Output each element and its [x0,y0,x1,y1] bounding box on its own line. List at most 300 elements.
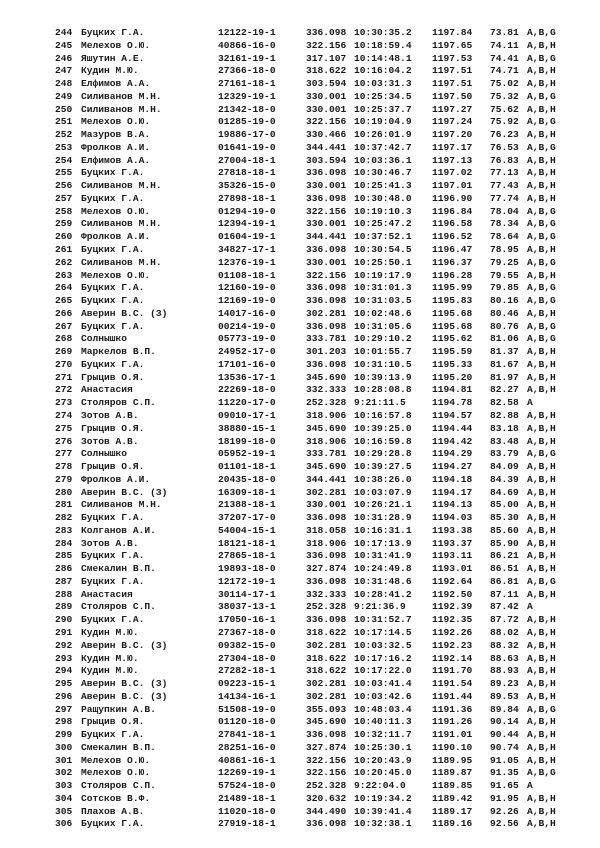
speed-value: 1194.78 [432,397,473,409]
row-number: 303 [55,780,73,792]
percent-value: 81.67 [490,358,519,370]
speed-value: 1192.50 [432,588,473,600]
arrival-time: 10:19:34.2 [354,792,412,804]
percent-value: 85.30 [490,512,519,524]
distance-km: 252.328 [306,601,347,613]
percent-value: 83.79 [490,448,519,460]
distance-km: 336.098 [306,167,347,179]
participant-name: Анастасия [81,384,133,396]
participant-name: Буцких Г.А. [81,320,145,332]
speed-value: 1194.27 [432,461,473,473]
ring-id: 27367-18-0 [218,626,276,638]
distance-km: 344.441 [306,231,347,243]
speed-value: 1192.35 [432,614,473,626]
participant-name: Силиванов М.Н. [81,90,162,102]
percent-value: 79.25 [490,256,519,268]
distance-km: 344.490 [306,805,347,817]
row-number: 262 [55,256,73,268]
distance-km: 318.622 [306,626,347,638]
speed-value: 1195.83 [432,295,473,307]
participant-name: Буцких Г.А. [81,244,145,256]
arrival-time: 10:31:28.9 [354,512,412,524]
arrival-time: 10:26:01.9 [354,129,412,141]
participant-name: Анастасия [81,588,133,600]
row-number: 251 [55,116,73,128]
arrival-time: 10:16:57.8 [354,409,412,421]
ring-id: 12394-19-1 [218,218,276,230]
participant-name: Силиванов М.Н. [81,103,162,115]
row-number: 245 [55,39,73,51]
participant-name: Аверин В.С. (З) [81,690,168,702]
distance-km: 330.001 [306,90,347,102]
participant-name: Столяров С.П. [81,397,156,409]
ring-id: 01108-18-1 [218,269,276,281]
distance-km: 336.098 [306,192,347,204]
speed-value: 1196.84 [432,205,473,217]
row-number: 281 [55,499,73,511]
category-flags: A,B,H [527,512,556,524]
arrival-time: 10:31:10.5 [354,358,412,370]
arrival-time: 9:21:11.5 [354,397,406,409]
speed-value: 1191.01 [432,729,473,741]
ring-id: 27818-18-1 [218,167,276,179]
row-number: 280 [55,486,73,498]
participant-name: Мелехов О.Ю. [81,39,151,51]
distance-km: 302.281 [306,690,347,702]
category-flags: A,B,H [527,103,556,115]
percent-value: 75.92 [490,116,519,128]
participant-name: Зотов А.В. [81,537,139,549]
ring-id: 00214-19-0 [218,320,276,332]
row-number: 299 [55,729,73,741]
ring-id: 27841-18-1 [218,729,276,741]
category-flags: A,B,G [527,231,556,243]
category-flags: A,B,H [527,550,556,562]
percent-value: 84.39 [490,473,519,485]
ring-id: 05773-19-0 [218,333,276,345]
percent-value: 89.84 [490,703,519,715]
participant-name: Елфимов А.А. [81,78,151,90]
participant-name: Буцких Г.А. [81,512,145,524]
row-number: 288 [55,588,73,600]
distance-km: 344.441 [306,141,347,153]
category-flags: A,B,H [527,473,556,485]
row-number: 276 [55,435,73,447]
row-number: 256 [55,180,73,192]
speed-value: 1195.33 [432,358,473,370]
arrival-time: 10:25:37.7 [354,103,412,115]
ring-id: 14017-16-0 [218,307,276,319]
speed-value: 1189.17 [432,805,473,817]
percent-value: 92.26 [490,805,519,817]
arrival-time: 10:31:41.9 [354,550,412,562]
row-number: 268 [55,333,73,345]
arrival-time: 10:20:43.9 [354,754,412,766]
row-number: 257 [55,192,73,204]
participant-name: Буцких Г.А. [81,282,145,294]
arrival-time: 10:48:03.4 [354,703,412,715]
percent-value: 76.23 [490,129,519,141]
category-flags: A [527,780,533,792]
arrival-time: 10:18:59.4 [354,39,412,51]
speed-value: 1189.95 [432,754,473,766]
row-number: 301 [55,754,73,766]
speed-value: 1194.03 [432,512,473,524]
percent-value: 79.55 [490,269,519,281]
percent-value: 82.58 [490,397,519,409]
row-number: 292 [55,639,73,651]
row-number: 285 [55,550,73,562]
speed-value: 1194.57 [432,409,473,421]
arrival-time: 10:16:31.1 [354,524,412,536]
participant-name: Кудин М.Ю. [81,626,139,638]
percent-value: 88.63 [490,652,519,664]
category-flags: A,B,H [527,358,556,370]
speed-value: 1194.81 [432,384,473,396]
participant-name: Сотсков В.Ф. [81,792,151,804]
participant-name: Колганов А.И. [81,524,156,536]
category-flags: A,B,H [527,563,556,575]
distance-km: 333.781 [306,448,347,460]
ring-id: 19886-17-0 [218,129,276,141]
category-flags: A,B,H [527,639,556,651]
row-number: 293 [55,652,73,664]
percent-value: 85.60 [490,524,519,536]
ring-id: 01604-19-1 [218,231,276,243]
participant-name: Маркелов В.П. [81,346,156,358]
speed-value: 1193.11 [432,550,473,562]
distance-km: 302.281 [306,678,347,690]
category-flags: A,B,H [527,65,556,77]
ring-id: 38880-15-1 [218,422,276,434]
participant-name: Ращупкин А.В. [81,703,156,715]
percent-value: 86.21 [490,550,519,562]
row-number: 277 [55,448,73,460]
arrival-time: 10:39:25.0 [354,422,412,434]
distance-km: 336.098 [306,282,347,294]
ring-id: 12172-19-1 [218,575,276,587]
distance-km: 344.441 [306,473,347,485]
arrival-time: 10:01:55.7 [354,346,412,358]
percent-value: 81.97 [490,371,519,383]
ring-id: 27366-18-0 [218,65,276,77]
distance-km: 330.001 [306,218,347,230]
row-number: 247 [55,65,73,77]
participant-name: Мелехов О.Ю. [81,116,151,128]
category-flags: A,B,G [527,205,556,217]
percent-value: 92.56 [490,818,519,830]
speed-value: 1197.24 [432,116,473,128]
row-number: 244 [55,27,73,38]
row-number: 298 [55,716,73,728]
distance-km: 330.001 [306,180,347,192]
percent-value: 77.43 [490,180,519,192]
arrival-time: 10:39:41.4 [354,805,412,817]
speed-value: 1195.59 [432,346,473,358]
percent-value: 75.32 [490,90,519,102]
ring-id: 27304-18-0 [218,652,276,664]
row-number: 282 [55,512,73,524]
row-number: 305 [55,805,73,817]
arrival-time: 10:03:42.6 [354,690,412,702]
row-number: 266 [55,307,73,319]
arrival-time: 10:03:41.4 [354,678,412,690]
row-number: 273 [55,397,73,409]
ring-id: 21489-18-1 [218,792,276,804]
participant-name: Силиванов М.Н. [81,218,162,230]
speed-value: 1197.50 [432,90,473,102]
ring-id: 27161-18-1 [218,78,276,90]
participant-name: Буцких Г.А. [81,167,145,179]
participant-name: Буцких Г.А. [81,192,145,204]
row-number: 284 [55,537,73,549]
participant-name: Буцких Г.А. [81,575,145,587]
participant-name: Мазуров В.А. [81,129,151,141]
participant-name: Кудин М.Ю. [81,65,139,77]
participant-name: Буцких Г.А. [81,614,145,626]
row-number: 283 [55,524,73,536]
row-number: 258 [55,205,73,217]
speed-value: 1196.28 [432,269,473,281]
arrival-time: 10:16:59.8 [354,435,412,447]
distance-km: 345.690 [306,716,347,728]
percent-value: 80.46 [490,307,519,319]
ring-id: 09010-17-1 [218,409,276,421]
category-flags: A,B,G [527,256,556,268]
percent-value: 90.44 [490,729,519,741]
distance-km: 322.156 [306,116,347,128]
percent-value: 77.13 [490,167,519,179]
participant-name: Аверин В.С. (З) [81,678,168,690]
category-flags: A,B,H [527,461,556,473]
category-flags: A,B,G [527,575,556,587]
participant-name: Грыцив О.Я. [81,371,145,383]
ring-id: 09223-15-1 [218,678,276,690]
ring-id: 12122-19-1 [218,27,276,38]
arrival-time: 10:31:52.7 [354,614,412,626]
distance-km: 252.328 [306,397,347,409]
distance-km: 336.098 [306,512,347,524]
arrival-time: 10:03:07.9 [354,486,412,498]
ring-id: 19893-18-0 [218,563,276,575]
arrival-time: 10:16:04.2 [354,65,412,77]
distance-km: 327.874 [306,563,347,575]
percent-value: 84.69 [490,486,519,498]
participant-name: Буцких Г.А. [81,550,145,562]
speed-value: 1197.53 [432,52,473,64]
row-number: 302 [55,767,73,779]
ring-id: 05952-19-1 [218,448,276,460]
arrival-time: 10:25:30.1 [354,741,412,753]
speed-value: 1189.42 [432,792,473,804]
row-number: 278 [55,461,73,473]
category-flags: A,B,H [527,192,556,204]
row-number: 295 [55,678,73,690]
participant-name: Грыцив О.Я. [81,422,145,434]
ring-id: 12376-19-1 [218,256,276,268]
participant-name: Плахов А.В. [81,805,145,817]
percent-value: 84.09 [490,461,519,473]
percent-value: 83.48 [490,435,519,447]
percent-value: 78.95 [490,244,519,256]
arrival-time: 10:31:48.6 [354,575,412,587]
distance-km: 336.098 [306,320,347,332]
ring-id: 12269-19-1 [218,767,276,779]
category-flags: A,B,H [527,614,556,626]
speed-value: 1194.44 [432,422,473,434]
speed-value: 1196.58 [432,218,473,230]
distance-km: 318.622 [306,65,347,77]
distance-km: 318.622 [306,665,347,677]
arrival-time: 10:24:49.8 [354,563,412,575]
distance-km: 322.156 [306,767,347,779]
percent-value: 87.11 [490,588,519,600]
row-number: 269 [55,346,73,358]
category-flags: A [527,397,533,409]
arrival-time: 9:22:04.0 [354,780,406,792]
percent-value: 91.95 [490,792,519,804]
ring-id: 11220-17-0 [218,397,276,409]
distance-km: 318.622 [306,652,347,664]
ring-id: 21342-18-0 [218,103,276,115]
ring-id: 17050-16-1 [218,614,276,626]
distance-km: 336.098 [306,575,347,587]
speed-value: 1193.38 [432,524,473,536]
ring-id: 22269-18-0 [218,384,276,396]
distance-km: 345.690 [306,461,347,473]
ring-id: 18199-18-0 [218,435,276,447]
ring-id: 12329-19-1 [218,90,276,102]
category-flags: A,B,H [527,39,556,51]
arrival-time: 10:17:22.0 [354,665,412,677]
speed-value: 1192.64 [432,575,473,587]
percent-value: 74.71 [490,65,519,77]
distance-km: 336.098 [306,818,347,830]
distance-km: 303.594 [306,154,347,166]
speed-value: 1197.27 [432,103,473,115]
participant-name: Мелехов О.Ю. [81,767,151,779]
distance-km: 301.203 [306,346,347,358]
distance-km: 336.098 [306,27,347,38]
row-number: 261 [55,244,73,256]
ring-id: 27282-18-1 [218,665,276,677]
category-flags: A,B,H [527,167,556,179]
category-flags: A,B,H [527,588,556,600]
ring-id: 27865-18-1 [218,550,276,562]
row-number: 272 [55,384,73,396]
row-number: 248 [55,78,73,90]
participant-name: Буцких Г.А. [81,27,145,38]
ring-id: 11020-18-0 [218,805,276,817]
arrival-time: 10:25:47.2 [354,218,412,230]
distance-km: 336.098 [306,244,347,256]
percent-value: 86.81 [490,575,519,587]
ring-id: 01641-19-0 [218,141,276,153]
category-flags: A,B,H [527,486,556,498]
distance-km: 327.874 [306,741,347,753]
percent-value: 78.34 [490,218,519,230]
row-number: 263 [55,269,73,281]
category-flags: A,B,H [527,180,556,192]
distance-km: 330.001 [306,103,347,115]
ring-id: 27898-18-1 [218,192,276,204]
category-flags: A,B,H [527,154,556,166]
arrival-time: 10:30:46.7 [354,167,412,179]
distance-km: 252.328 [306,780,347,792]
arrival-time: 10:26:21.1 [354,499,412,511]
row-number: 290 [55,614,73,626]
arrival-time: 10:31:01.3 [354,282,412,294]
row-number: 259 [55,218,73,230]
ring-id: 30114-17-1 [218,588,276,600]
speed-value: 1192.26 [432,626,473,638]
distance-km: 345.690 [306,422,347,434]
participant-name: Зотов А.В. [81,409,139,421]
distance-km: 302.281 [306,307,347,319]
ring-id: 51508-19-0 [218,703,276,715]
ring-id: 18121-18-1 [218,537,276,549]
percent-value: 85.90 [490,537,519,549]
participant-name: Грыцив О.Я. [81,716,145,728]
percent-value: 77.74 [490,192,519,204]
percent-value: 82.27 [490,384,519,396]
row-number: 291 [55,626,73,638]
category-flags: A,B,H [527,384,556,396]
participant-name: Буцких Г.А. [81,358,145,370]
row-number: 260 [55,231,73,243]
distance-km: 302.281 [306,486,347,498]
speed-value: 1189.16 [432,818,473,830]
category-flags: A,B,H [527,716,556,728]
speed-value: 1197.13 [432,154,473,166]
category-flags: A,B,G [527,27,556,38]
participant-name: Солнышко [81,448,128,460]
ring-id: 01294-19-0 [218,205,276,217]
participant-name: Буцких Г.А. [81,295,145,307]
distance-km: 322.156 [306,205,347,217]
category-flags: A,B,H [527,269,556,281]
speed-value: 1194.13 [432,499,473,511]
ring-id: 21388-18-1 [218,499,276,511]
category-flags: A,B,G [527,282,556,294]
row-number: 249 [55,90,73,102]
row-number: 270 [55,358,73,370]
ring-id: 16309-18-1 [218,486,276,498]
percent-value: 75.62 [490,103,519,115]
distance-km: 336.098 [306,729,347,741]
ring-id: 24952-17-0 [218,346,276,358]
arrival-time: 10:39:27.5 [354,461,412,473]
arrival-time: 10:03:31.3 [354,78,412,90]
arrival-time: 10:17:14.5 [354,626,412,638]
distance-km: 333.781 [306,333,347,345]
ring-id: 13536-17-1 [218,371,276,383]
ring-id: 12169-19-0 [218,295,276,307]
row-number: 286 [55,563,73,575]
ring-id: 20435-18-0 [218,473,276,485]
speed-value: 1195.99 [432,282,473,294]
percent-value: 80.76 [490,320,519,332]
distance-km: 355.093 [306,703,347,715]
speed-value: 1196.37 [432,256,473,268]
row-number: 297 [55,703,73,715]
category-flags: A,B,H [527,818,556,830]
ring-id: 57524-18-0 [218,780,276,792]
percent-value: 86.51 [490,563,519,575]
speed-value: 1195.68 [432,320,473,332]
speed-value: 1192.14 [432,652,473,664]
category-flags: A,B,G [527,320,556,332]
